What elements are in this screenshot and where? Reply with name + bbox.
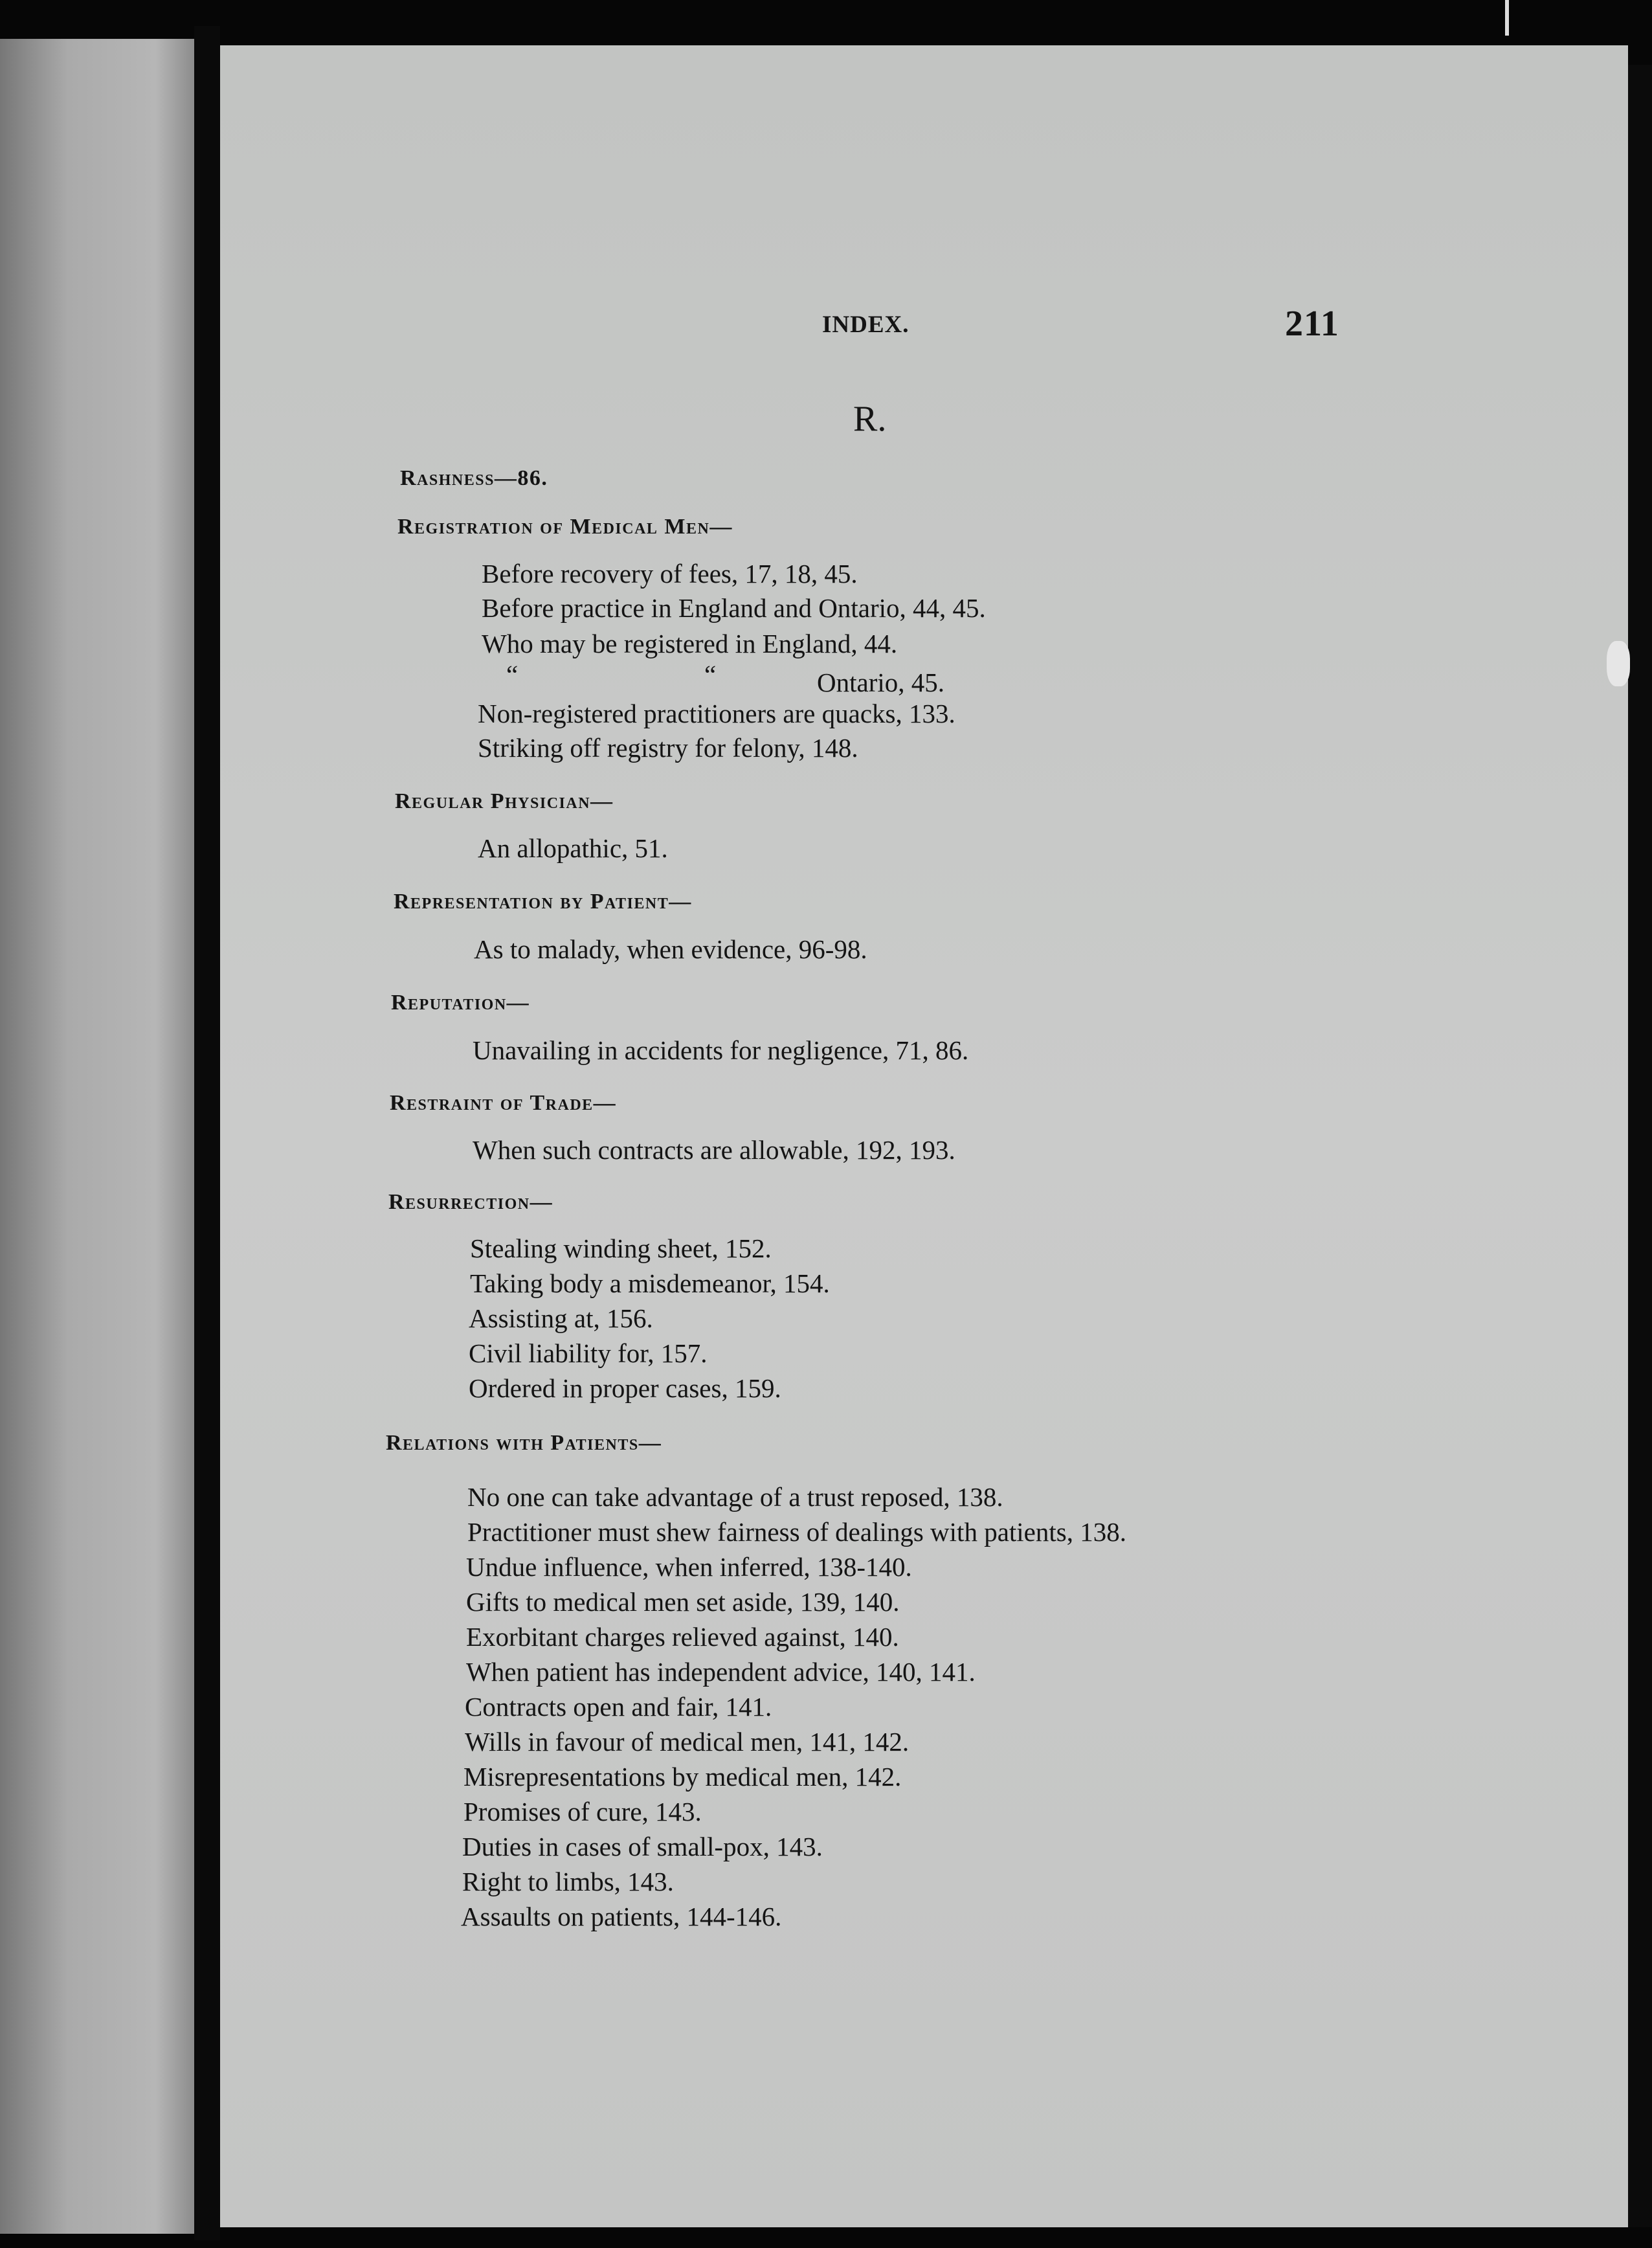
index-subentry: Misrepresentations by medical men, 142. [463, 1762, 902, 1792]
index-subentry: Who may be registered in England, 44. [482, 629, 898, 658]
index-subentry: Wills in favour of medical men, 141, 142. [465, 1727, 910, 1757]
index-subentry: No one can take advantage of a trust reposed, 138. [467, 1482, 1003, 1512]
index-subentry: Right to limbs, 143. [462, 1867, 674, 1896]
index-subentry: When patient has independent advice, 140, 141. [466, 1657, 976, 1687]
index-subentry: Gifts to medical men set aside, 139, 140. [466, 1587, 900, 1617]
index-subentry: Exorbitant charges relieved against, 140. [466, 1622, 899, 1652]
index-subentry: Duties in cases of small-pox, 143. [462, 1832, 823, 1861]
book-gutter [194, 26, 220, 2240]
index-subentry: Unavailing in accidents for negligence, 71, 86. [473, 1035, 969, 1065]
index-subentry: Assisting at, 156. [469, 1303, 653, 1333]
index-heading: Reputation— [391, 991, 530, 1015]
index-subentry: Ontario, 45. [817, 668, 944, 697]
ditto-mark: “ [704, 660, 717, 690]
index-heading: Rashness—86. [400, 466, 548, 490]
index-heading: Regular Physician— [395, 789, 614, 813]
index-subentry: When such contracts are allowable, 192, 193. [473, 1135, 955, 1165]
section-letter: R. [853, 399, 887, 439]
page-border [1628, 65, 1652, 2227]
facing-page-edge [0, 39, 194, 2234]
index-heading: Restraint of Trade— [390, 1091, 617, 1115]
scan-speck [1607, 641, 1630, 686]
index-subentry: As to malady, when evidence, 96-98. [474, 934, 867, 964]
index-heading: Resurrection— [388, 1190, 553, 1214]
page-number: 211 [1285, 304, 1339, 344]
index-heading: Representation by Patient— [394, 890, 692, 914]
index-heading: Relations with Patients— [386, 1431, 662, 1455]
index-subentry: Before recovery of fees, 17, 18, 45. [482, 559, 858, 589]
index-subentry: Promises of cure, 143. [463, 1797, 702, 1826]
index-heading: Registration of Medical Men— [397, 515, 733, 539]
index-subentry: Practitioner must shew fairness of dealings with patients, 138. [467, 1517, 1126, 1547]
index-subentry: Taking body a misdemeanor, 154. [470, 1268, 830, 1298]
index-subentry: Contracts open and fair, 141. [465, 1692, 772, 1722]
scan-speck [1505, 0, 1509, 36]
index-subentry: An allopathic, 51. [478, 833, 668, 863]
index-subentry: Non-registered practitioners are quacks, 133. [478, 699, 955, 728]
index-subentry: Assaults on patients, 144-146. [461, 1902, 782, 1931]
index-subentry: Striking off registry for felony, 148. [478, 733, 858, 763]
index-subentry: Civil liability for, 157. [469, 1338, 708, 1368]
running-header: INDEX. [822, 311, 910, 338]
index-subentry: Undue influence, when inferred, 138-140. [466, 1552, 912, 1582]
index-subentry: Before practice in England and Ontario, 44, 45. [482, 593, 986, 623]
index-subentry: Ordered in proper cases, 159. [469, 1373, 781, 1403]
ditto-mark: “ [506, 660, 519, 690]
index-subentry: Stealing winding sheet, 152. [470, 1233, 772, 1263]
